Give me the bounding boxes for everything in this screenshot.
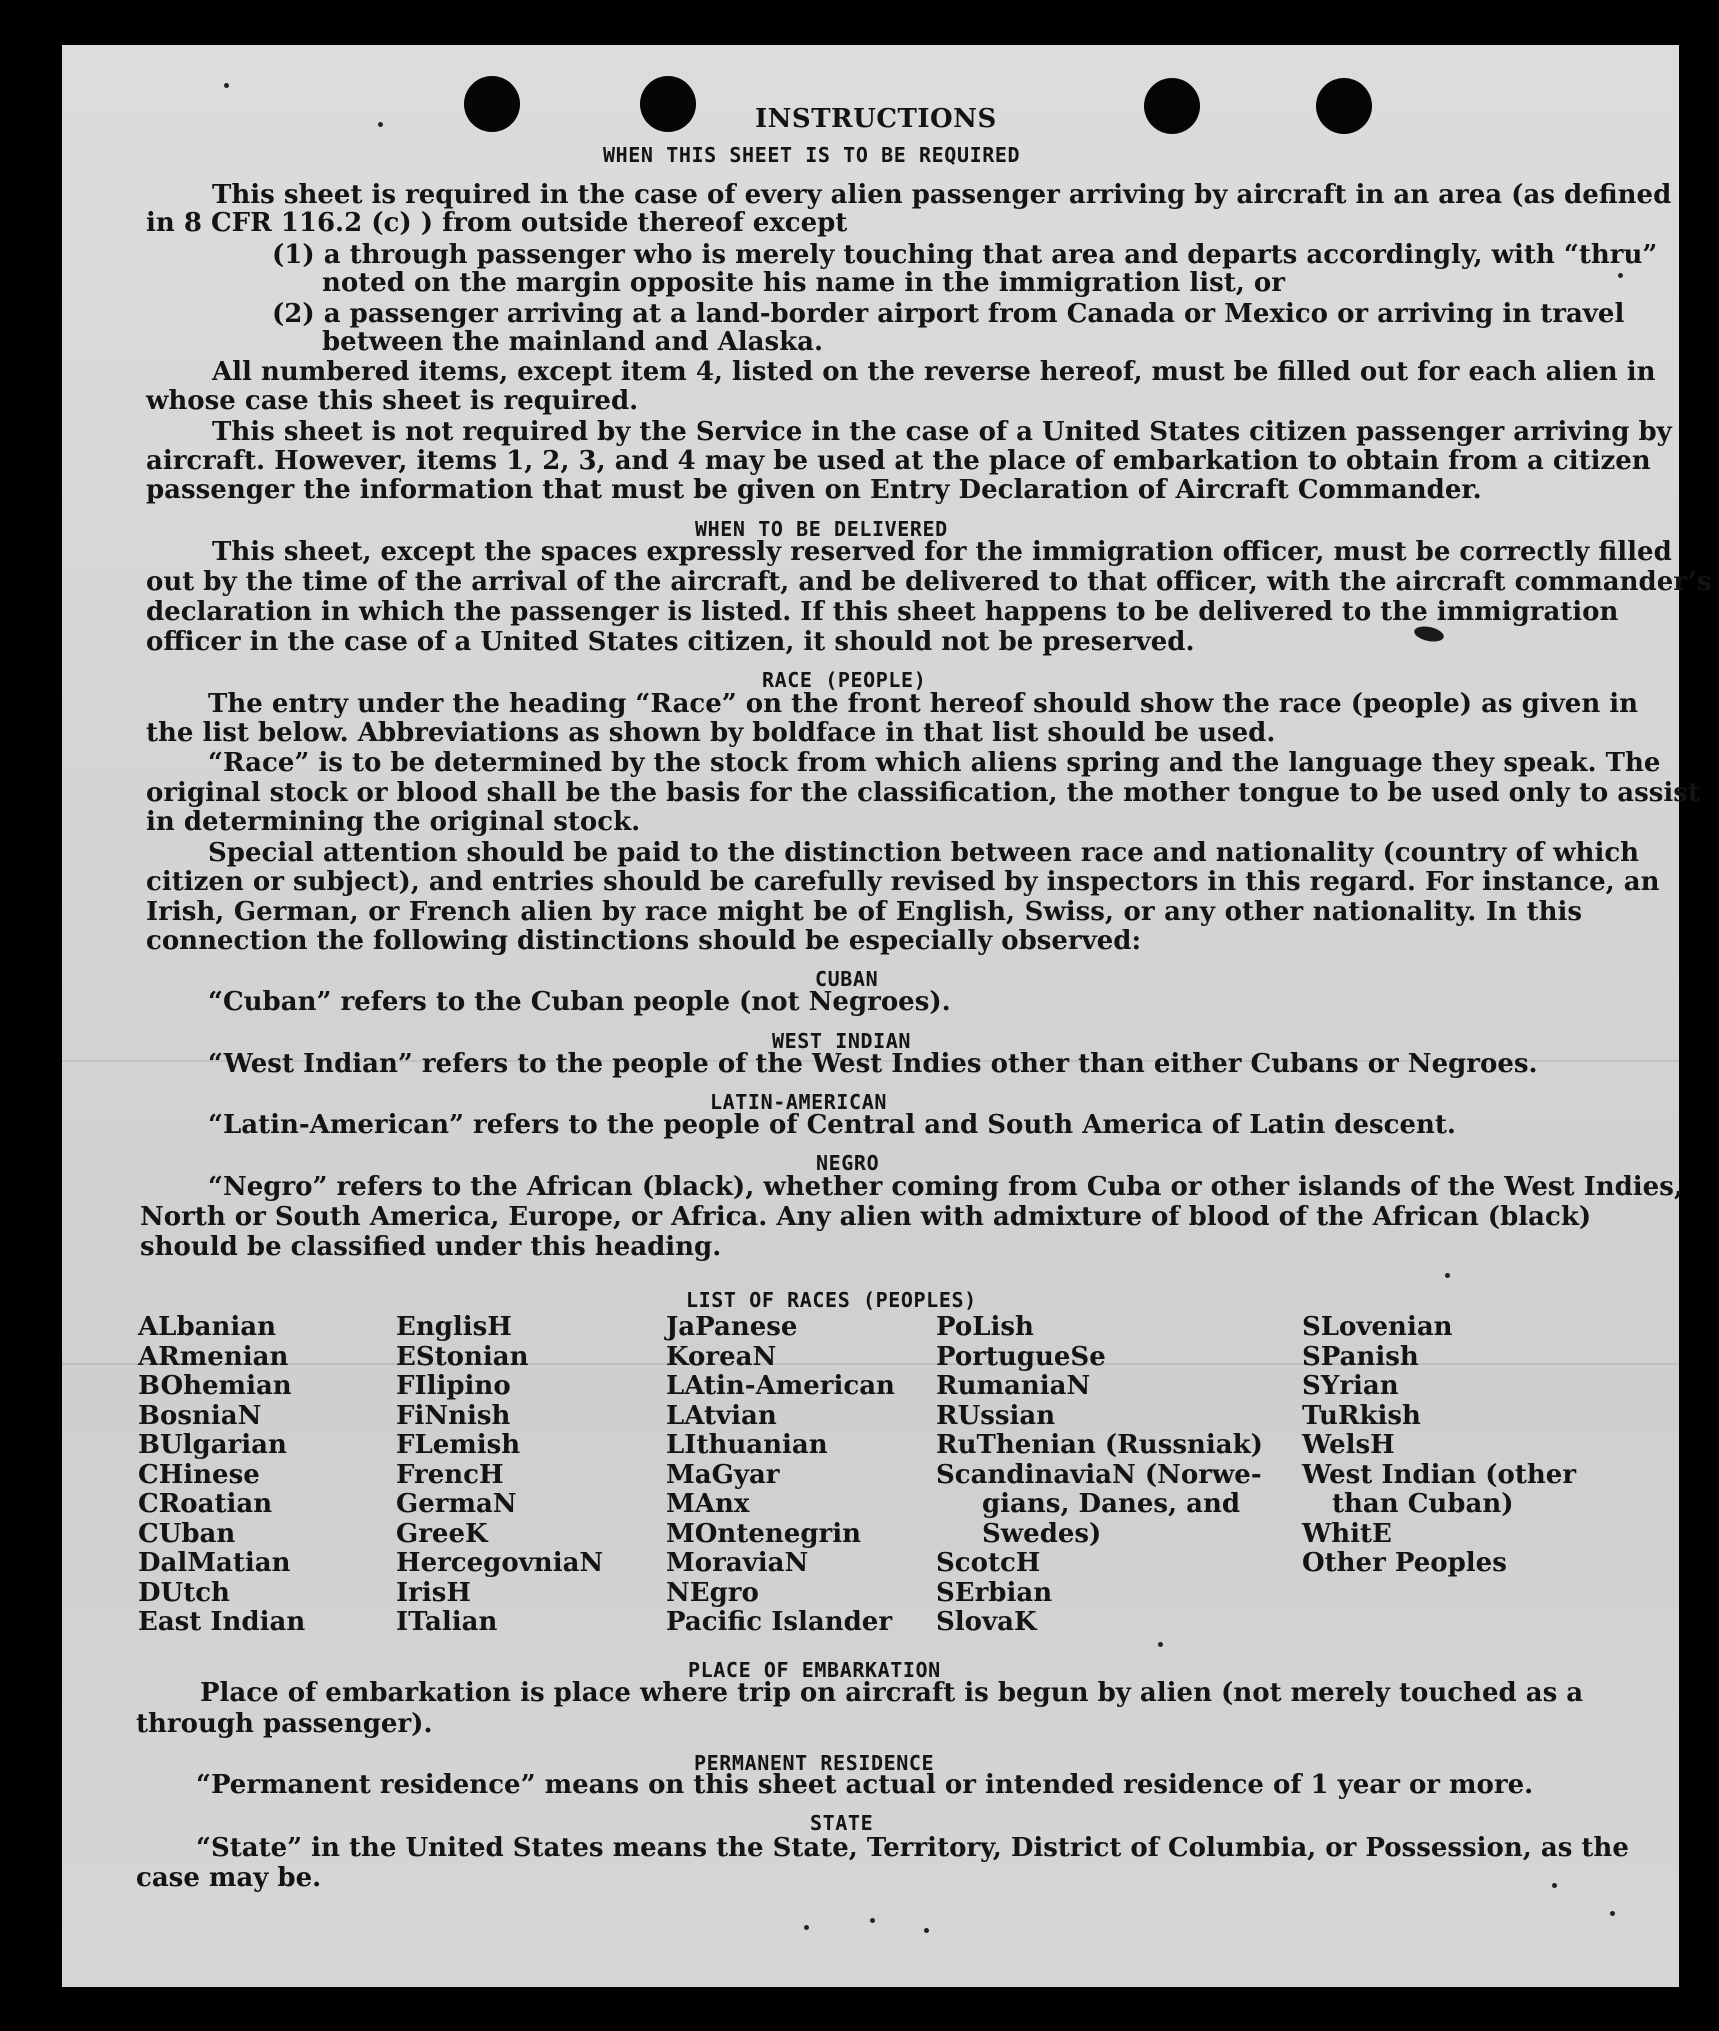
paragraph-line: through passenger). (136, 1709, 433, 1739)
paragraph-line: “Race” is to be determined by the stock from which aliens spring and the language they speak. The (208, 748, 1661, 778)
races-column-1 (138, 1313, 305, 1638)
paragraph-line: North or South America, Europe, or Africa. Any alien with admixture of blood of the African (black) (140, 1202, 1592, 1232)
paragraph-line: in 8 CFR 116.2 (c) ) from outside thereof except (146, 208, 848, 238)
speck (1610, 1911, 1615, 1916)
paragraph-line: passenger the information that must be given on Entry Declaration of Aircraft Commander. (146, 475, 1482, 505)
heading-latin-american: LATIN-AMERICAN (710, 1090, 887, 1114)
paragraph-line: This sheet is not required by the Service in the case of a United States citizen passenger arriving by (212, 417, 1672, 447)
race-entry: BUlgarian (138, 1430, 287, 1460)
paragraph-line: (1) a through passenger who is merely touching that area and departs accordingly, with “thru” (272, 240, 1658, 270)
heading-west-indian: WEST INDIAN (772, 1029, 912, 1053)
race-entry: ScotcH (936, 1548, 1041, 1578)
speck (804, 1925, 809, 1930)
race-entry: LAtin-American (666, 1371, 895, 1401)
race-entry: SYrian (1302, 1371, 1399, 1401)
race-entry: ARmenian (138, 1341, 289, 1372)
paragraph-line: out by the time of the arrival of the aircraft, and be delivered to that officer, with the aircraft commander’s (146, 567, 1712, 597)
race-entry: FrencH (396, 1459, 504, 1490)
race-entry: ITalian (396, 1607, 498, 1637)
speck (1618, 273, 1623, 278)
heading-embarkation: PLACE OF EMBARKATION (688, 1658, 941, 1682)
race-entry: WhitE (1302, 1518, 1392, 1549)
race-entry: BosniaN (138, 1400, 262, 1431)
race-entry: RuThenian (Russniak) (936, 1430, 1263, 1460)
race-entry: FLemish (396, 1430, 521, 1460)
paragraph-line: “Cuban” refers to the Cuban people (not Negroes). (208, 987, 951, 1017)
paragraph-line: All numbered items, except item 4, listed on the reverse hereof, must be filled out for each alien in (212, 357, 1656, 387)
race-entry: PortugueSe (936, 1341, 1106, 1372)
paragraph-line: This sheet, except the spaces expressly reserved for the immigration officer, must be correctly filled (212, 537, 1672, 567)
race-entry: FIlipino (396, 1371, 511, 1401)
race-entry: JaPanese (666, 1312, 798, 1342)
race-entry: WelsH (1302, 1430, 1395, 1460)
heading-state: STATE (810, 1811, 874, 1835)
heading-residence: PERMANENT RESIDENCE (694, 1751, 935, 1775)
heading-cuban: CUBAN (815, 967, 879, 991)
race-entry: MaGyar (666, 1459, 780, 1490)
race-entry: than Cuban) (1332, 1489, 1514, 1519)
speck (378, 122, 383, 127)
speck (1445, 1273, 1450, 1278)
race-entry: Other Peoples (1302, 1548, 1507, 1578)
paragraph-line: case may be. (136, 1863, 322, 1893)
race-entry: SErbian (936, 1577, 1053, 1608)
speck (224, 83, 229, 88)
paragraph-line: (2) a passenger arriving at a land-border airport from Canada or Mexico or arriving in travel (272, 299, 1625, 329)
race-entry: MOntenegrin (666, 1518, 861, 1549)
paragraph-line: Place of embarkation is place where trip on aircraft is begun by alien (not merely touched as a (200, 1678, 1584, 1708)
paragraph-line: whose case this sheet is required. (146, 386, 639, 416)
races-column-2 (396, 1313, 603, 1638)
paragraph-line: aircraft. However, items 1, 2, 3, and 4 may be used at the place of embarkation to obtain from a citizen (146, 446, 1651, 476)
speck (924, 1928, 929, 1933)
race-entry: KoreaN (666, 1341, 777, 1372)
race-entry: ScandinaviaN (Norwe- (936, 1459, 1262, 1490)
race-entry: CUban (138, 1518, 236, 1549)
race-entry: LAtvian (666, 1400, 777, 1431)
paragraph-line: original stock or blood shall be the basis for the classification, the mother tongue to be used only to assist (146, 778, 1700, 808)
speck (1552, 1883, 1557, 1888)
paragraph-line: Special attention should be paid to the distinction between race and nationality (country of which (208, 838, 1640, 868)
heading-when-required: WHEN THIS SHEET IS TO BE REQUIRED (603, 143, 1021, 167)
heading-list-of-races: LIST OF RACES (PEOPLES) (686, 1288, 977, 1312)
race-entry: EnglisH (396, 1312, 512, 1342)
race-entry: PoLish (936, 1312, 1034, 1342)
paragraph-line: “State” in the United States means the State, Territory, District of Columbia, or Possession, as the (196, 1833, 1629, 1863)
race-entry: Swedes) (982, 1518, 1102, 1549)
race-entry: ALbanian (138, 1312, 277, 1342)
paragraph-line: between the mainland and Alaska. (322, 327, 824, 357)
race-entry: GermaN (396, 1489, 517, 1519)
paragraph-line: “West Indian” refers to the people of the West Indies other than either Cubans or Negroes. (208, 1049, 1538, 1079)
race-entry: IrisH (396, 1577, 471, 1608)
paragraph-line: should be classified under this heading. (140, 1232, 722, 1262)
heading-race: RACE (PEOPLE) (762, 668, 927, 692)
paragraph-line: declaration in which the passenger is listed. If this sheet happens to be delivered to the immigration (146, 597, 1619, 627)
race-entry: Pacific Islander (666, 1607, 893, 1637)
races-column-4 (936, 1313, 1263, 1638)
heading-negro: NEGRO (816, 1151, 880, 1175)
race-entry: NEgro (666, 1577, 759, 1608)
race-entry: SPanish (1302, 1341, 1419, 1372)
race-entry: FiNnish (396, 1400, 511, 1431)
races-column-3 (666, 1313, 895, 1638)
race-entry: DalMatian (138, 1548, 291, 1578)
paragraph-line: in determining the original stock. (146, 807, 641, 837)
heading-when-delivered: WHEN TO BE DELIVERED (695, 517, 948, 541)
paragraph-line: noted on the margin opposite his name in the immigration list, or (322, 268, 1285, 298)
paragraph-line: officer in the case of a United States citizen, it should not be preserved. (146, 627, 1195, 657)
race-entry: SlovaK (936, 1607, 1037, 1637)
race-entry: LIthuanian (666, 1430, 828, 1460)
race-entry: CRoatian (138, 1489, 273, 1519)
race-entry: GreeK (396, 1518, 488, 1549)
race-entry: gians, Danes, and (982, 1489, 1241, 1519)
speck (870, 1918, 875, 1923)
race-entry: CHinese (138, 1459, 260, 1490)
race-entry: West Indian (other (1302, 1459, 1577, 1490)
race-entry: SLovenian (1302, 1312, 1453, 1342)
ink-blot (1413, 624, 1445, 644)
paragraph-line: “Latin-American” refers to the people of Central and South America of Latin descent. (208, 1110, 1456, 1140)
race-entry: HercegovniaN (396, 1548, 604, 1578)
punch-hole (1316, 78, 1372, 134)
race-entry: TuRkish (1302, 1400, 1421, 1431)
race-entry: RumaniaN (936, 1371, 1091, 1401)
paragraph-line: The entry under the heading “Race” on the front hereof should show the race (people) as given in (208, 689, 1639, 719)
race-entry: EStonian (396, 1341, 529, 1372)
paragraph-line: the list below. Abbreviations as shown by boldface in that list should be used. (146, 718, 1276, 748)
page-title: INSTRUCTIONS (755, 104, 997, 134)
race-entry: MAnx (666, 1489, 750, 1519)
race-entry: East Indian (138, 1607, 306, 1637)
punch-hole (640, 76, 696, 132)
paragraph-line: “Permanent residence” means on this sheet actual or intended residence of 1 year or more. (196, 1770, 1534, 1800)
paragraph-line: This sheet is required in the case of every alien passenger arriving by aircraft in an area (as defined (212, 180, 1672, 210)
race-entry: MoraviaN (666, 1548, 809, 1578)
paragraph-line: citizen or subject), and entries should be carefully revised by inspectors in this regard. For instance, an (146, 867, 1660, 897)
race-entry: DUtch (138, 1577, 230, 1608)
races-column-5 (1302, 1313, 1576, 1579)
race-entry: RUssian (936, 1400, 1056, 1431)
paragraph-line: “Negro” refers to the African (black), whether coming from Cuba or other islands of the West Indies, (208, 1172, 1683, 1202)
punch-hole (464, 76, 520, 132)
paragraph-line: Irish, German, or French alien by race might be of English, Swiss, or any other nationality. In this (146, 897, 1582, 927)
race-entry: BOhemian (138, 1371, 292, 1401)
speck (1158, 1642, 1163, 1647)
punch-hole (1144, 78, 1200, 134)
paragraph-line: connection the following distinctions should be especially observed: (146, 926, 1142, 956)
